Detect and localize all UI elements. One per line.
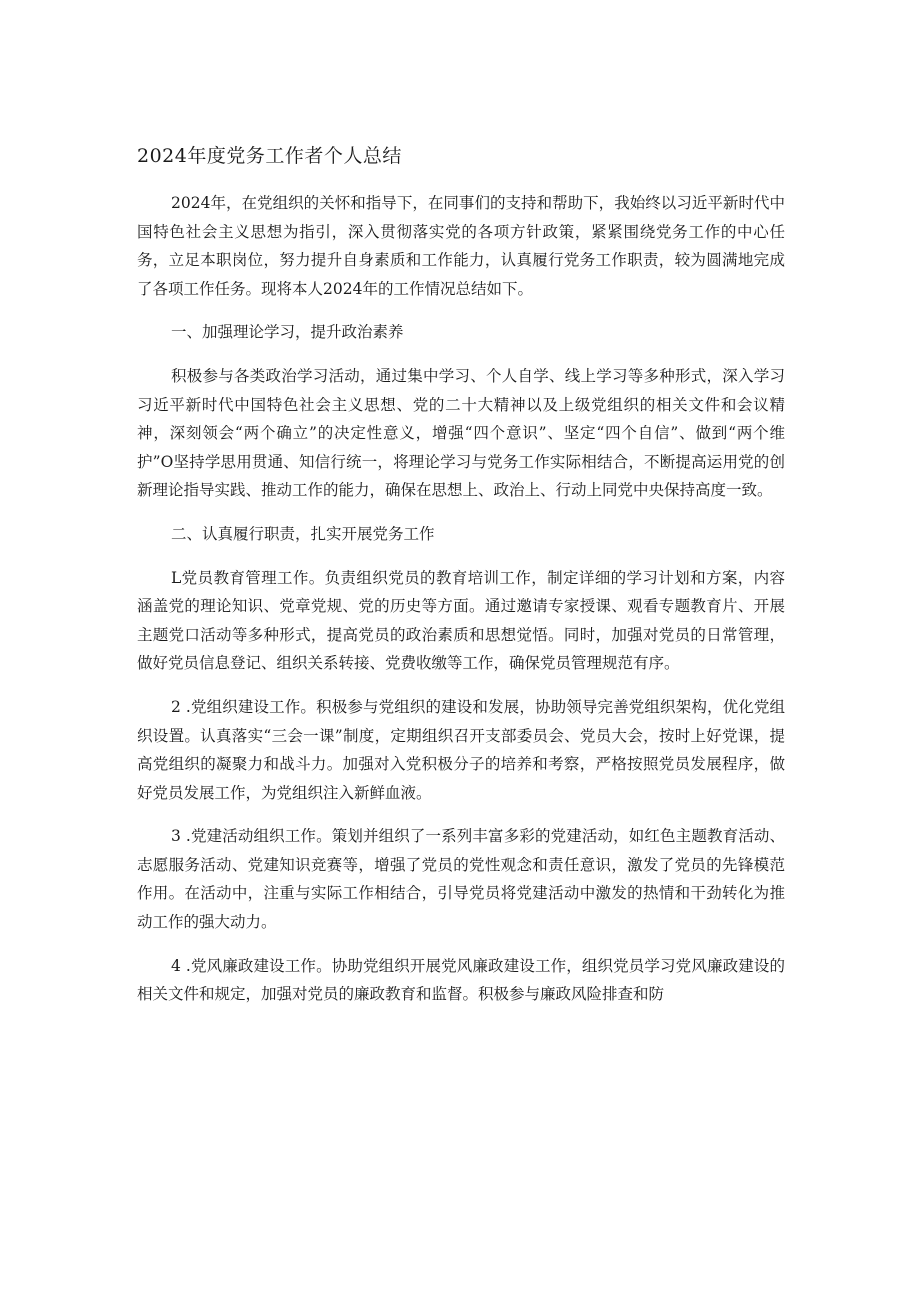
section-1-heading: 一、加强理论学习，提升政治素养 (171, 323, 404, 342)
item-4-paragraph: 4 .党风廉政建设工作。协助党组织开展党风廉政建设工作，组织党员学习党风廉政建设的相关文件和规定，加强对党员的廉政教育和监督。积极参与廉政风险排查和防 (137, 956, 785, 1004)
item-1-paragraph: L党员教育管理工作。负责组织党员的教育培训工作，制定详细的学习计划和方案，内容涵盖党的理论知识、党章党规、党的历史等方面。通过邀请专家授课、观看专题教育片、开展主题党口活动等多种形式，提高党员的政治素质和思想觉悟。同时，加强对党员的日常管理，做好党员信息登记、组织关系转接、党费收缴等工作，确保党员管理规范有序。 (137, 568, 785, 673)
document-title: 2024年度党务工作者个人总结 (137, 145, 402, 167)
intro-paragraph: 2024年，在党组织的关怀和指导下，在同事们的支持和帮助下，我始终以习近平新时代中国特色社会主义思想为指引，深入贯彻落实党的各项方针政策，紧紧围绕党务工作的中心任务，立足本职岗位，努力提升自身素质和工作能力，认真履行党务工作职责，较为圆满地完成了各项工作任务。现将本人2024年的工作情况总结如下。 (137, 194, 785, 298)
document-body (137, 142, 785, 1024)
section-1-paragraph: 积极参与各类政治学习活动，通过集中学习、个人自学、线上学习等多种形式，深入学习习近平新时代中国特色社会主义思想、党的二十大精神以及上级党组织的相关文件和会议精神，深刻领会“两个确立”的决定性意义，增强“四个意识”、坚定“四个自信”、做到“两个维护”O坚持学思用贯通、知信行统一，将理论学习与党务工作实际相结合，不断提高运用党的创新理论指导实践、推动工作的能力，确保在思想上、政治上、行动上同党中央保持高度一致。 (137, 366, 785, 500)
item-2-paragraph: 2 .党组织建设工作。积极参与党组织的建设和发展，协助领导完善党组织架构，优化党组织设置。认真落实“三会一课”制度，定期组织召开支部委员会、党员大会，按时上好党课，提高党组织的凝聚力和战斗力。加强对入党积极分子的培养和考察，严格按照党员发展程序，做好党员发展工作，为党组织注入新鲜血液。 (137, 697, 785, 802)
section-2-heading: 二、认真履行职责，扎实开展党务工作 (171, 524, 435, 543)
item-3-paragraph: 3 .党建活动组织工作。策划并组织了一系列丰富多彩的党建活动，如红色主题教育活动、志愿服务活动、党建知识竞赛等，增强了党员的党性观念和责任意识，激发了党员的先锋模范作用。在活动中，注重与实际工作相结合，引导党员将党建活动中激发的热情和干劲转化为推动工作的强大动力。 (137, 827, 785, 932)
